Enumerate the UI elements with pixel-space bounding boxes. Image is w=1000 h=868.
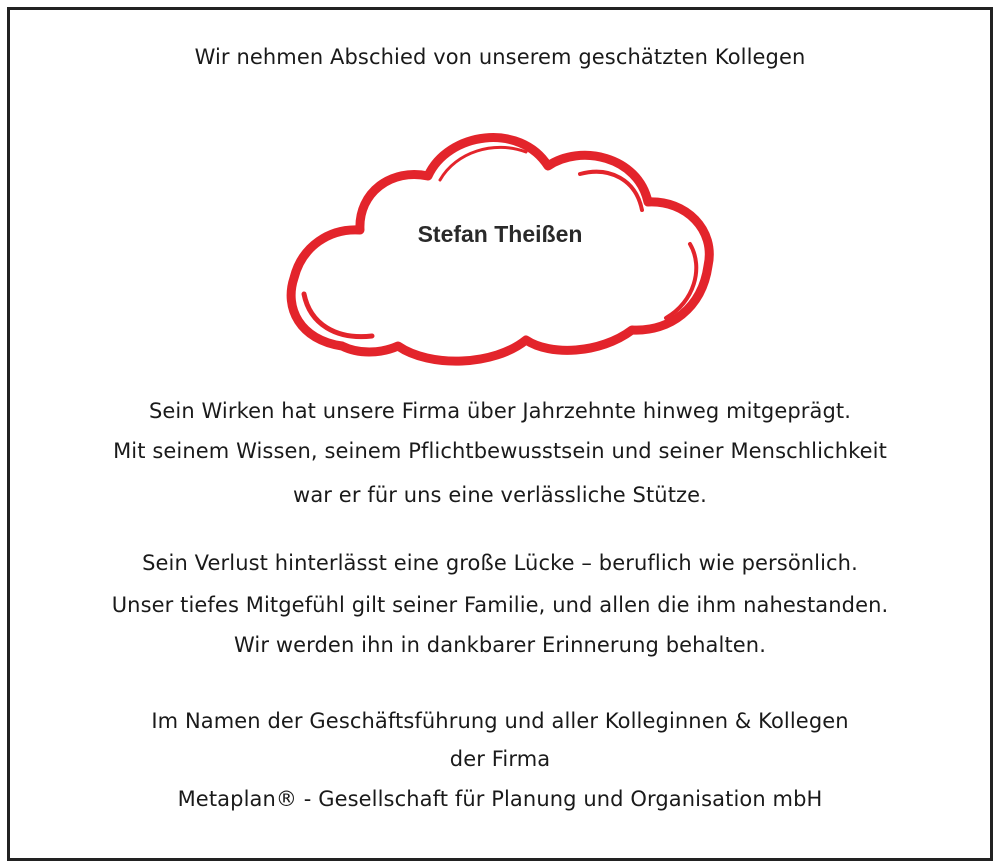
signature-line2: der Firma xyxy=(449,747,551,771)
paragraph2-line2: Unser tiefes Mitgefühl gilt seiner Familie, und allen die ihm nahestanden. xyxy=(111,593,889,617)
intro-text: Wir nehmen Abschied von unserem geschätzten Kollegen xyxy=(194,45,806,69)
paragraph2-line1: Sein Verlust hinterlässt eine große Lücke – beruflich wie persönlich. xyxy=(142,551,858,575)
paragraph2-line3: Wir werden ihn in dankbarer Erinnerung behalten. xyxy=(234,633,766,657)
signature-line3: Metaplan® - Gesellschaft für Planung und Organisation mbH xyxy=(177,787,823,811)
signature-line1: Im Namen der Geschäftsführung und aller Kolleginnen & Kollegen xyxy=(151,709,849,733)
paragraph1-line2: Mit seinem Wissen, seinem Pflichtbewusstsein und seiner Menschlichkeit xyxy=(113,439,887,463)
paragraph1-line3: war er für uns eine verlässliche Stütze. xyxy=(293,483,707,507)
deceased-name: Stefan Theißen xyxy=(417,221,583,247)
paragraph1-line1: Sein Wirken hat unsere Firma über Jahrzehnte hinweg mitgeprägt. xyxy=(148,399,852,423)
